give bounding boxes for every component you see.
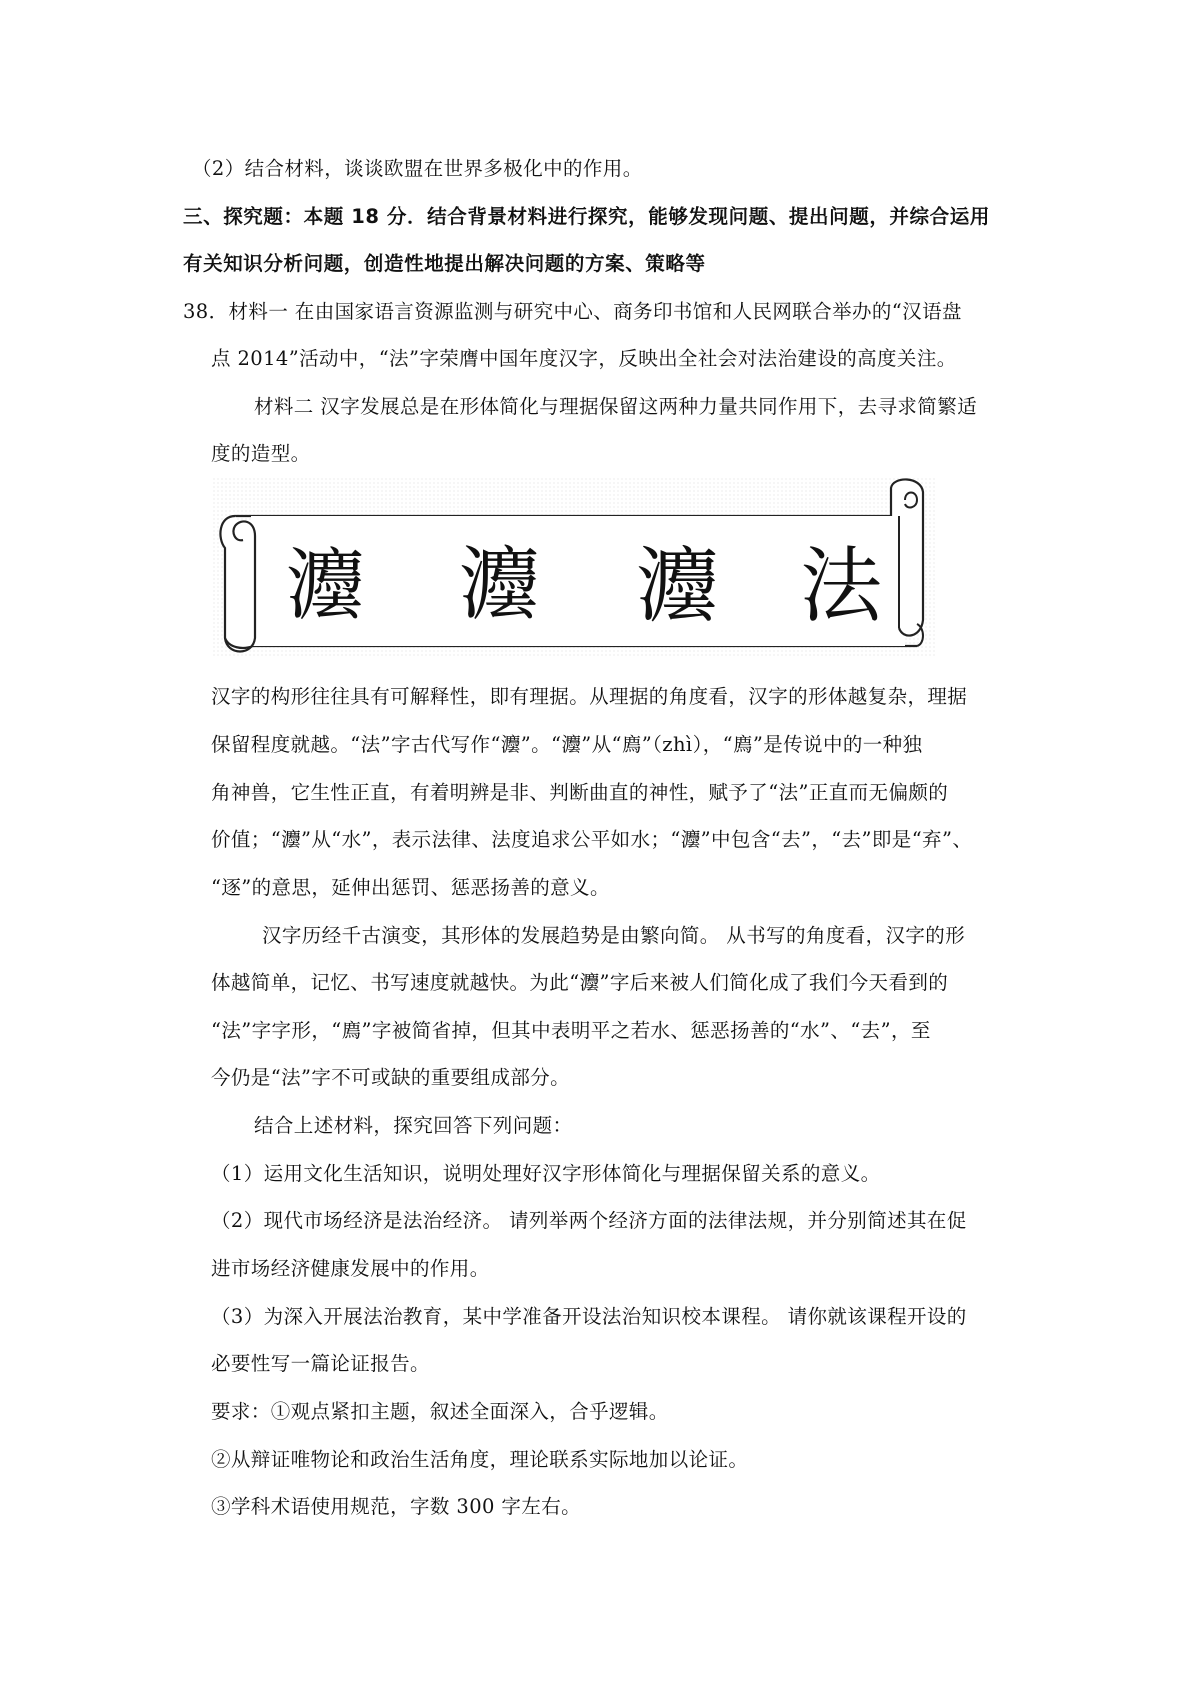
paragraph-2-line-3: “法”字字形，“廌”字被简省掉，但其中表明平之若水、惩恶扬善的“水”、“去”，至: [211, 1019, 931, 1042]
material-2: 材料二 汉字发展总是在形体简化与理据保留这两种力量共同作用下，去寻求简繁适: [254, 395, 977, 418]
paragraph-1-line-4: 价值；“灋”从“水”，表示法律、法度追求公平如水；“灋”中包含“去”，“去”即是“弃”、: [211, 828, 973, 851]
question-37-part-2: （2）结合材料，谈谈欧盟在世界多极化中的作用。: [192, 157, 643, 180]
instruction: 结合上述材料，探究回答下列问题：: [254, 1114, 573, 1137]
scroll-illustration: [213, 478, 937, 658]
paragraph-2-line-1: 汉字历经千古演变，其形体的发展趋势是由繁向简。 从书写的角度看，汉字的形: [262, 924, 966, 947]
requirement-2: ②从辩证唯物论和政治生活角度，理论联系实际地加以论证。: [211, 1448, 749, 1471]
section-3-heading-cont: 有关知识分析问题，创造性地提出解决问题的方案、策略等: [183, 252, 706, 275]
paragraph-1-line-2: 保留程度就越。“法”字古代写作“灋”。“灋”从“廌”（zhì），“廌”是传说中的一种独: [211, 733, 923, 756]
section-3-heading: 三、探究题：本题 18 分．结合背景材料进行探究，能够发现问题、提出问题，并综合运用: [183, 205, 990, 228]
sub-question-3: （3）为深入开展法治教育，某中学准备开设法治知识校本课程。 请你就该课程开设的: [211, 1305, 967, 1328]
paragraph-1-line-3: 角神兽，它生性正直，有着明辨是非、判断曲直的神性，赋予了“法”正直而无偏颇的: [211, 781, 949, 804]
paragraph-2-line-4: 今仍是“法”字不可或缺的重要组成部分。: [211, 1066, 571, 1089]
requirement-1: 要求：①观点紧扣主题，叙述全面深入，合乎逻辑。: [211, 1400, 669, 1423]
glyph-bronze-script: 灋: [285, 541, 365, 631]
paragraph-1-line-5: “逐”的意思，延伸出惩罚、惩恶扬善的意义。: [211, 876, 610, 899]
sub-question-3-cont: 必要性写一篇论证报告。: [211, 1352, 430, 1375]
sub-question-1: （1）运用文化生活知识，说明处理好汉字形体简化与理据保留关系的意义。: [211, 1162, 881, 1185]
glyph-seal-script: 灋: [459, 538, 539, 631]
requirement-3: ③学科术语使用规范，字数 300 字左右。: [211, 1495, 582, 1518]
glyph-simplified: 法: [799, 539, 883, 634]
sub-question-2-cont: 进市场经济健康发展中的作用。: [211, 1257, 490, 1280]
paragraph-2-line-2: 体越简单，记忆、书写速度就越快。为此“灋”字后来被人们简化成了我们今天看到的: [211, 971, 949, 994]
sub-question-2: （2）现代市场经济是法治经济。 请列举两个经济方面的法律法规，并分别简述其在促: [211, 1209, 967, 1232]
question-38-material-1: 38．材料一 在由国家语言资源监测与研究中心、商务印书馆和人民网联合举办的“汉语盘: [183, 300, 962, 323]
paragraph-1-line-1: 汉字的构形往往具有可解释性，即有理据。从理据的角度看，汉字的形体越复杂，理据: [211, 685, 968, 708]
fa-character-evolution-scroll: [213, 478, 937, 658]
glyph-traditional: 灋: [635, 539, 719, 634]
material-2-cont: 度的造型。: [211, 442, 311, 465]
question-38-material-1-cont: 点 2014”活动中，“法”字荣膺中国年度汉字，反映出全社会对法治建设的高度关注。: [211, 347, 957, 370]
